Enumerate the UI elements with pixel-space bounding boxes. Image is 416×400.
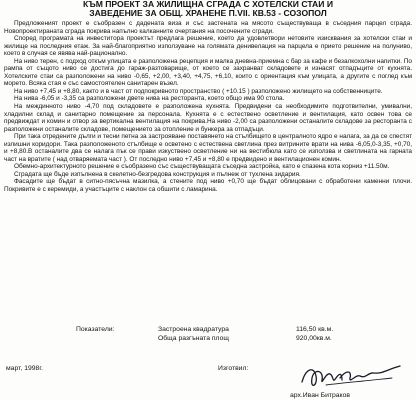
handwritten-signature (296, 360, 406, 396)
document-page (4, 0, 412, 400)
title-line-2: ЗАВЕДЕНИЕ ЗА ОБЩ. ХРАНЕНЕ П.VII. КВ.53 - СОЗОПОЛ (89, 8, 327, 18)
paragraph: Фасадите ще бъдат в ситно-пясъчна мазилка, а стените под ниво +0,70 ще бъдат облицовани с обработени каменни плочи. Покривите е с керемиди, а участъците с наклон са обшити с ламарина. (4, 178, 412, 194)
indicator-name: Застроена квадратура (158, 326, 229, 333)
document-body (4, 20, 412, 194)
designer-name: арх.Иван Битраков (290, 392, 350, 399)
paragraph: На междинното ниво -4,70 под складовете е разположена кухнята. Предвидени са необходимите подготвителни, умивални, хладилни склад и санитарно помещение за персонала. Кухнята е с естествено осветление и вентилация, като освен това се предвиждат и комин и отвор за вертикална вентилация на покрива.На ниво -2,00 са разположени останалите складове за ресторанта с разположени останалите складове, помещението за отопление и бункера за отпадъци. (4, 103, 412, 133)
paragraph: Според програмата на инвеститора проектът предлага решение, което да удовлетвори нетовите изисквания за хотелски стаи и жилище на последния етаж. За най-благоприятно използуване на голямата денивелация на парцела е приeто решение на полуниво, което в случая се явява най-рационално. (4, 35, 412, 58)
paragraph: На ниво терен, с подход откъм улицата е разположена рецепция и малка дневна-приемна с бар за кафе и безалкохолни напитки. По рампа от същото ниво се достига до гараж-разтоварище, от което се захранват складовете и изнасят отпадъците от кухнята. Хотелските стаи са разположени на ниво -0,65, +2,00, +3,40, +4,75, +6,10, които с ориентация към улицата, а другите с поглед към морето. Всяка стая е със самостоятелен санитарен възел. (4, 57, 412, 88)
document-footer (4, 360, 412, 400)
document-date: март, 1998г. (6, 365, 43, 372)
paragraph: При така отредените дълги и тесни петна за застрояване поставянето на стълбището в централното ядро е налага, за да се спестят излишни коридори. Така разположеното стълбище е осветено с естествена светлина през витрините врати на нива -6,05,0-3,35, +0,70, и +8,80.В останалите два се налага пък се прави изкуствено осветление ни на вестибюла като се използва и светлината на гарната част на вратите ( над отваряемата част ). От последно ниво +7,45 и +8,80 е предвидено и вентилационен комин. (4, 133, 412, 163)
indicator-name: Обща разгъната площ (158, 335, 229, 342)
indicators-summary (4, 326, 412, 344)
indicator-row (4, 326, 412, 335)
paragraph: На нивa -6,05 и -3,35 са разположени двете нива на ресторанта, което общо има 90 стола. (14, 95, 285, 103)
indicator-value: 116,50 кв.м. (296, 326, 334, 333)
title-line-1: КЪМ ПРОЕКТ ЗА ЖИЛИЩНА СГРАДА С ХОТЕЛСКИ СТАИ И (82, 0, 333, 9)
document-header (4, 0, 412, 18)
paragraph: Обемно-архитектурното решение е съобразено със съществуващата съседна застройка, като е спазена кота корниз +11.50м. (14, 163, 390, 171)
designer-label: Изготвил: (218, 365, 249, 372)
indicators-label: Показатели: (76, 326, 115, 333)
paragraph: Предложеният проект е съобразен с дадената виза и със застената на мясото съществуваща в съседния парцел сграда. Новопроектираната сграда покрива напълно калканните очертания на посочените сгради. (4, 20, 412, 35)
indicator-row (4, 335, 412, 344)
paragraph: Сградата ще бъде изпълнена в скелетно-безгредова конструкция и пълнеж от тухлена зидария. (14, 170, 301, 178)
paragraph: На нивo +7,45 и +8,80, както и в част от подпокривното пространство ( +10.15 ) разположено жилището на собственниците. (14, 87, 383, 95)
indicator-value: 920,00кв.м. (296, 335, 332, 342)
